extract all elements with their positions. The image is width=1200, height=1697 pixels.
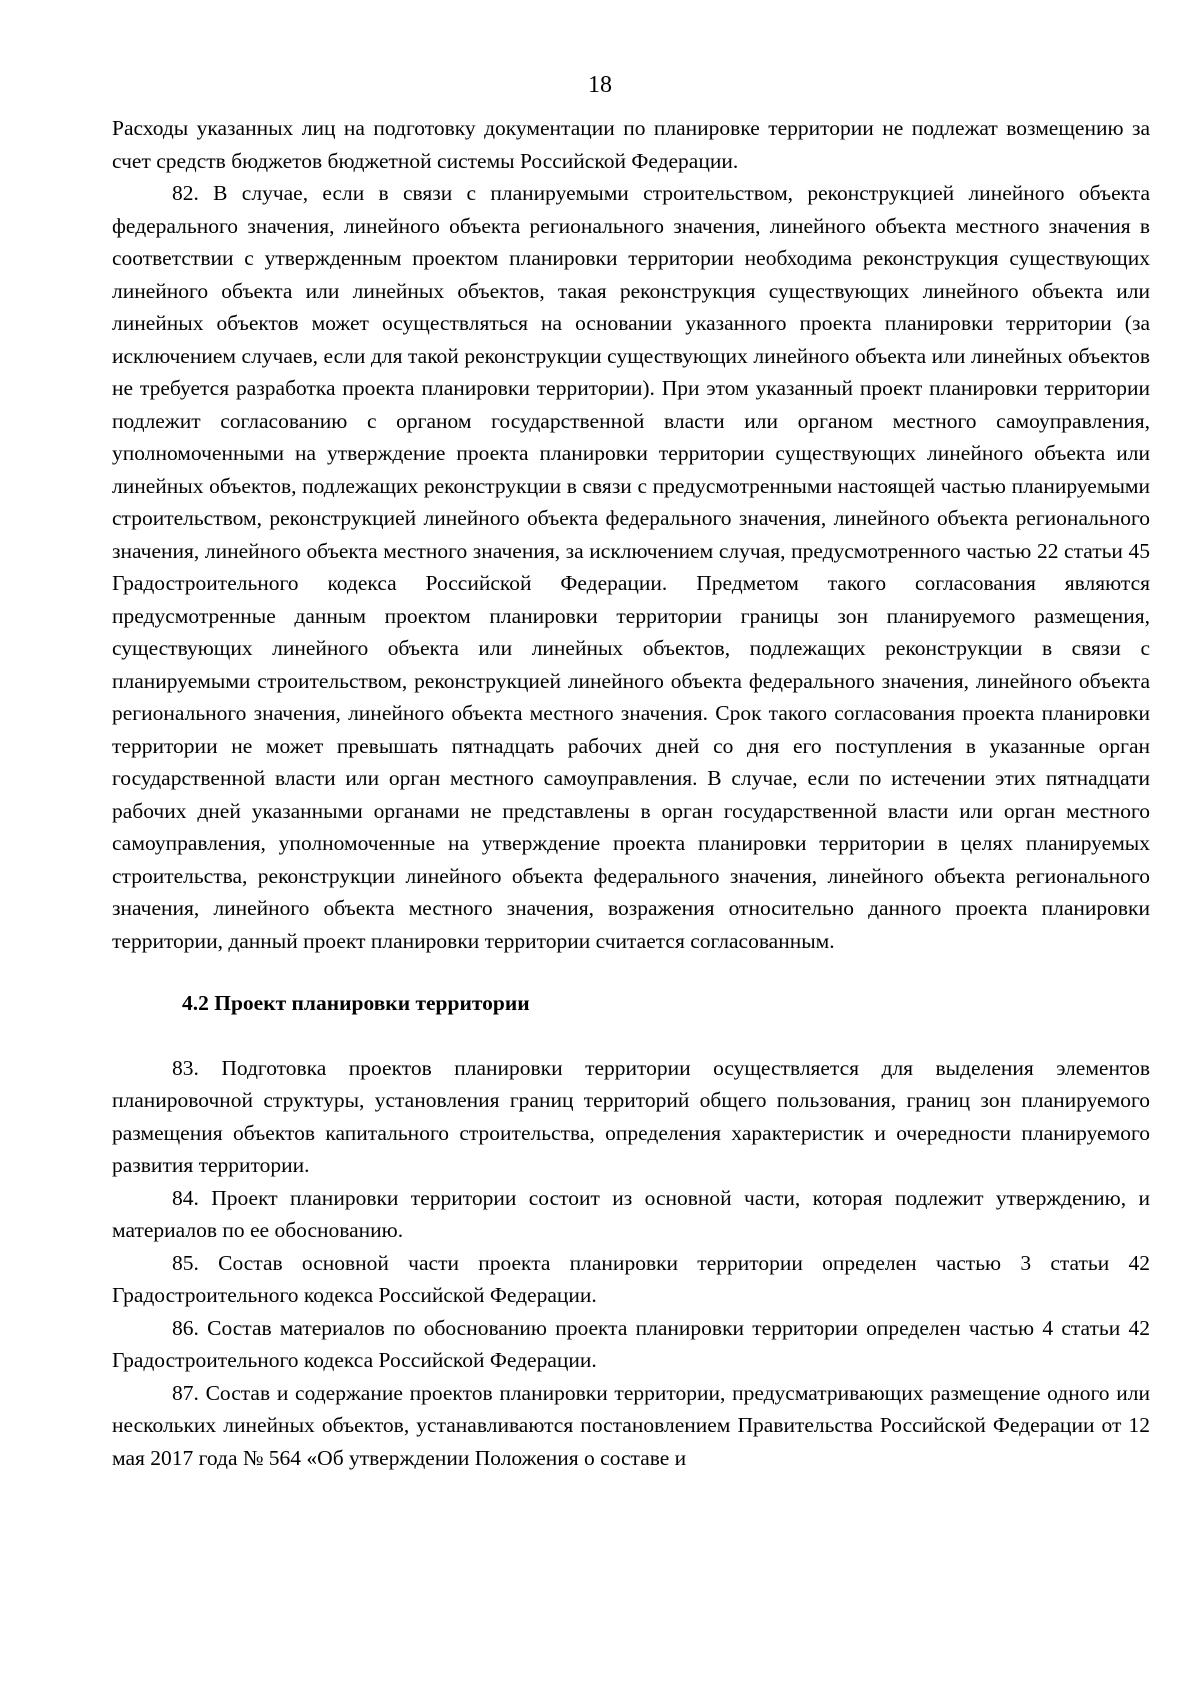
paragraph-continuation: Расходы указанных лиц на подготовку документации по планировке территории не подлежат возмещению за счет средств бюджетов бюджетной системы Российской Федерации. <box>112 116 1150 173</box>
paragraph-87: 87. Состав и содержание проектов планировки территории, предусматривающих размещение одного или нескольких линейных объектов, устанавливаются постановлением Правительства Российской Федерации от 12 мая 2017 года № 564 «Об утверждении Положения о составе и <box>112 1380 1150 1470</box>
paragraph-82: 82. В случае, если в связи с планируемыми строительством, реконструкцией линейного объекта федерального значения, линейного объекта регионального значения, линейного объекта местного значения в соответствии с утвержденным проектом планировки территории необходима реконструкция существующих линейного объекта или линейных объектов, такая реконструкция существующих линейного объекта или линейных объектов может осуществляться на основании указанного проекта планировки территории (за исключением случаев, если для такой реконструкции существующих линейного объекта или линейных объектов не требуется разработка проекта планировки территории). При этом указанный проект планировки территории подлежит согласованию с органом государственной власти или органом местного самоуправления, уполномоченными на утверждение проекта планировки территории существующих линейного объекта или линейных объектов, подлежащих реконструкции в связи с предусмотренными настоящей частью планируемыми строительством, реконструкцией линейного объекта федерального значения, линейного объекта регионального значения, линейного объекта местного значения, за исключением случая, предусмотренного частью 22 статьи 45 Градостроительного кодекса Российской Федерации. Предметом такого согласования являются предусмотренные данным проектом планировки территории границы зон планируемого размещения, существующих линейного объекта или линейных объектов, подлежащих реконструкции в связи с планируемыми строительством, реконструкцией линейного объекта федерального значения, линейного объекта регионального значения, линейного объекта местного значения. Срок такого согласования проекта планировки территории не может превышать пятнадцать рабочих дней со дня его поступления в указанные орган государственной власти или орган местного самоуправления. В случае, если по истечении этих пятнадцати рабочих дней указанными органами не представлены в орган государственной власти или орган местного самоуправления, уполномоченные на утверждение проекта планировки территории в целях планируемых строительства, реконструкции линейного объекта федерального значения, линейного объекта регионального значения, линейного объекта местного значения, возражения относительно данного проекта планировки территории, данный проект планировки территории считается согласованным. <box>112 181 1150 953</box>
paragraph-85: 85. Состав основной части проекта планировки территории определен частью 3 статьи 42 Градостроительного кодекса Российской Федерации. <box>112 1250 1150 1307</box>
paragraph-83: 83. Подготовка проектов планировки территории осуществляется для выделения элементов планировочной структуры, установления границ территорий общего пользования, границ зон планируемого размещения объектов капитального строительства, определения характеристик и очередности планируемого развития территории. <box>112 1055 1150 1177</box>
page-number: 18 <box>588 72 612 98</box>
section-heading: 4.2 Проект планировки территории <box>182 991 530 1015</box>
paragraph-86: 86. Состав материалов по обоснованию проекта планировки территории определен частью 4 статьи 42 Градостроительного кодекса Российской Федерации. <box>112 1315 1150 1372</box>
paragraph-84: 84. Проект планировки территории состоит из основной части, которая подлежит утверждению, и материалов по ее обоснованию. <box>112 1185 1150 1242</box>
document-body <box>112 112 1150 1474</box>
